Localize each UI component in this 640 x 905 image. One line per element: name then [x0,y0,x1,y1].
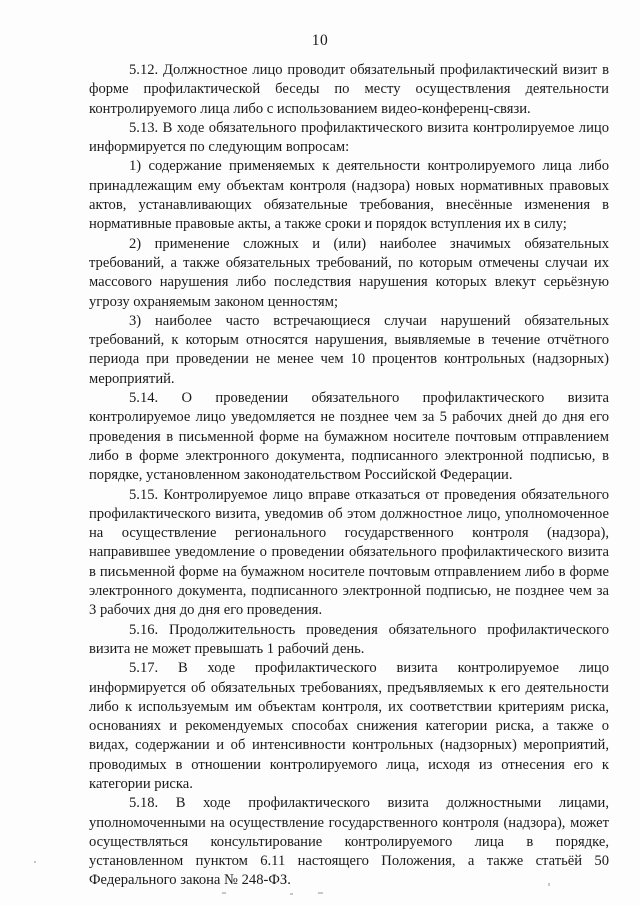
scan-artifact [34,861,36,863]
paragraph-5-13: 5.13. В ходе обязательного профилактического визита контролируемое лицо информируется по следующим вопросам: [89,119,609,156]
paragraph-5-18: 5.18. В ходе профилактического визита должностными лицами, уполномоченными на осуществление государственного контроля (надзора), может осуществляться консультирование контролируемого лица в порядке, установленном пунктом 6.11 настоящего Положения, а также статьёй 50 Федерального закона № 248-ФЗ. [89,795,609,889]
paragraph-5-14: 5.14. О проведении обязательного профилактического визита контролируемое лицо уведомляется не позднее чем за 5 рабочих дней до дня его проведения в письменной форме на бумажном носителе почтовым отправлением либо в форме электронного документа, подписанного электронной подписью, в порядке, установленном законодательством Российской Федерации. [89,390,609,484]
scan-artifact [548,883,550,886]
list-item-3: 3) наиболее часто встречающиеся случаи нарушений обязательных требований, к которым относятся нарушения, выявляемые в течение отчётного периода при проведении не менее чем 10 процентов контрольных (надзорных) мероприятий. [89,312,609,387]
page-number: 10 [311,32,329,49]
scan-artifact [290,893,293,895]
list-item-2: 2) применение сложных и (или) наиболее значимых обязательных требований, а также обязательных требований, по которым отмечены случаи их массового нарушения либо последствия нарушения которых влекут серьёзную угрозу охраняемым законом ценностям; [89,235,609,310]
paragraph-5-16: 5.16. Продолжительность проведения обязательного профилактического визита не может превышать 1 рабочий день. [89,621,609,657]
scan-artifact [222,892,226,894]
scan-artifact [318,892,323,894]
document-body [89,61,609,891]
list-item-1: 1) содержание применяемых к деятельности контролируемого лица либо принадлежащим ему объектам контроля (надзора) новых нормативных правовых актов, устанавливающих обязательные требования, внесённые изменения в нормативные правовые акты, а также сроки и порядок вступления их в силу; [89,158,609,233]
paragraph-5-17: 5.17. В ходе профилактического визита контролируемое лицо информируется об обязательных требованиях, предъявляемых к его деятельности либо к используемым им объектам контроля, их соответствии критериям риска, основаниях и рекомендуемых способах снижения категории риска, а также о видах, содержании и об интенсивности контрольных (надзорных) мероприятий, проводимых в отношении контролируемого лица, исходя из отнесения его к категории риска. [89,660,609,792]
paragraph-5-15: 5.15. Контролируемое лицо вправе отказаться от проведения обязательного профилактического визита, уведомив об этом должностное лицо, уполномоченное на осуществление регионального государственного контроля (надзора), направившее уведомление о проведении обязательного профилактического визита в письменной форме на бумажном носителе почтовым отправлением либо в форме электронного документа, подписанного электронной подписью, не позднее чем за 3 рабочих дня до дня его проведения. [89,486,609,619]
paragraph-5-12: 5.12. Должностное лицо проводит обязательный профилактический визит в форме профилактической беседы по месту осуществления деятельности контролируемого лица либо с использованием видео-конференц-связи. [89,62,609,117]
